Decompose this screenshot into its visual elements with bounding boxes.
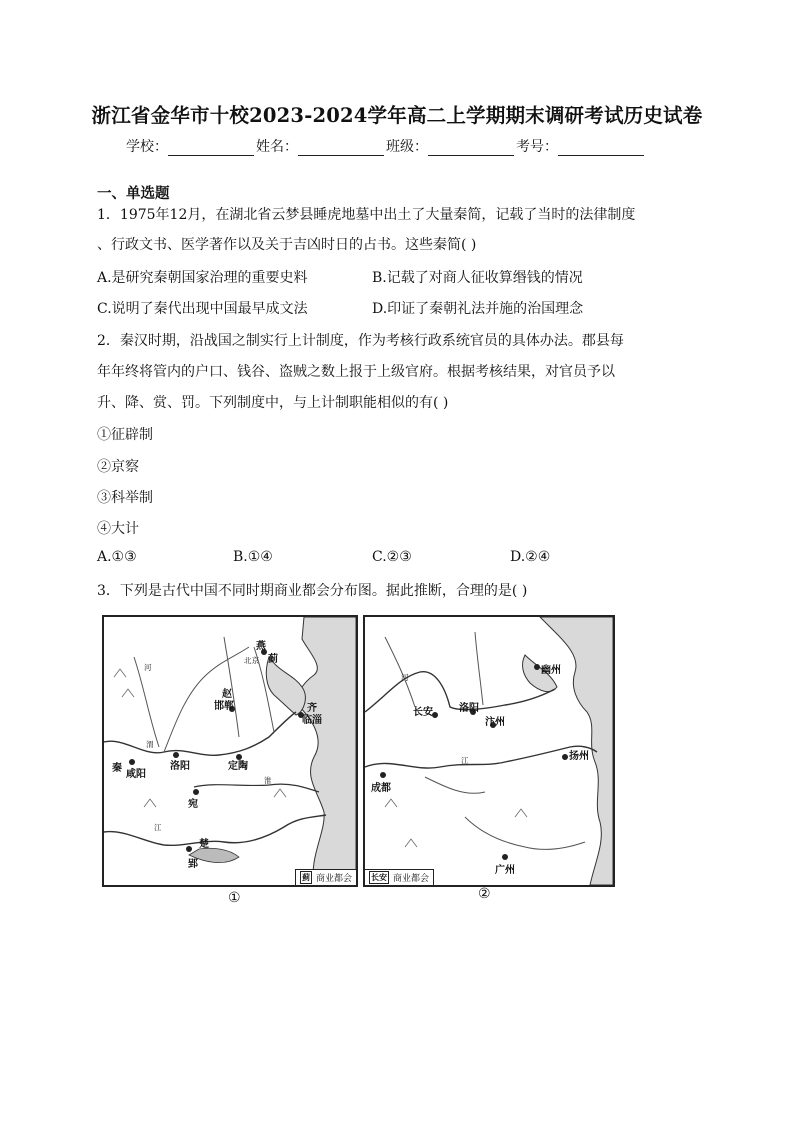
q2-item-3: ③科举制 [97,490,153,506]
map-1-legend [295,869,356,885]
class-label: 班级： [386,139,428,155]
map-1-label-ji: 蓟 [268,654,278,665]
map-2-label-he: 河 [401,673,409,682]
map-1-label-luoyang: 洛阳 [170,761,190,772]
map-2-legend-text: 商业都会 [393,874,430,884]
school-label: 学校： [126,139,168,155]
map-1-label-beijing: 北京 [244,656,259,665]
exam-number-blank [558,141,644,156]
map-1-label-huai: 淮 [264,776,272,785]
student-info-row [126,136,646,156]
map-2-legend-symbol: 长安 [371,872,387,882]
q2-option-d: D.②④ [510,549,551,565]
map-1-legend-text: 商业都会 [315,874,352,884]
q2-item-1: ①征辟制 [97,427,153,443]
class-blank [428,141,514,156]
map-1-legend-symbol: 蓟 [301,872,310,882]
q2-line-2: 年年终将管内的户口、钱谷、盗贼之数上报于上级官府。根据考核结果，对官员予以 [97,364,615,380]
section-heading: 一、单选题 [97,185,170,202]
map-2-label-changan: 长安 [413,707,433,718]
map-1-caption: ① [228,890,241,906]
map-2 [363,615,615,887]
map-1-label-wei: 渭 [146,740,154,749]
map-1-label-xianyang: 咸阳 [126,769,146,780]
q2-item-2: ②京察 [97,459,139,475]
map-1-label-zhao: 赵 [222,689,232,700]
map-1-label-wan: 宛 [188,799,198,810]
map-2-label-guangzhou: 广州 [495,865,515,876]
q2-line-3: 升、降、赏、罚。下列制度中，与上计制职能相似的有( ) [97,395,449,411]
q3-line-1: 3．下列是古代中国不同时期商业都会分布图。据此推断，合理的是( ) [97,583,528,599]
map-1-label-jiang: 江 [154,823,162,832]
map-2-label-yangzhou: 扬州 [569,751,589,762]
q2-option-b: B.①④ [233,549,273,565]
q1-option-a: A.是研究秦朝国家治理的重要史料 [97,270,308,286]
map-2-legend [365,869,434,885]
map-1-label-handan: 邯郸 [214,701,234,712]
map-1-label-yan: 燕 [256,641,266,652]
q2-option-c: C.②③ [372,549,412,565]
map-2-caption: ② [478,886,491,902]
map-1-label-qi: 齐 [307,703,317,714]
q1-option-d: D.印证了秦朝礼法并施的治国理念 [372,301,584,317]
map-1-graphic [104,617,356,885]
map-1-label-dingtao: 定陶 [228,761,248,772]
school-blank [168,141,254,156]
map-1-label-linzi: 临淄 [302,715,322,726]
exam-title: 浙江省金华市十校2023-2024学年高二上学期期末调研考试历史试卷 [91,104,703,127]
q2-option-a: A.①③ [97,549,137,565]
map-1-label-ying: 郢 [188,859,198,870]
map-2-label-jiang: 江 [461,756,469,765]
map-1-label-chu: 楚 [199,839,209,850]
q1-option-c: C.说明了秦代出现中国最早成文法 [97,301,308,317]
q2-item-4: ④大计 [97,521,139,537]
map-1-label-qin: 秦 [112,763,122,774]
map-2-label-youzhou: 幽州 [541,665,561,676]
map-1-label-he: 河 [144,663,152,672]
q2-line-1: 2．秦汉时期，沿战国之制实行上计制度，作为考核行政系统官员的具体办法。郡县每 [97,333,624,349]
map-2-label-chengdu: 成都 [371,783,391,794]
map-1 [102,615,358,887]
map-2-label-bianzhou: 汴州 [485,717,505,728]
name-blank [298,141,384,156]
q1-option-b: B.记载了对商人征收算缗钱的情况 [372,270,583,286]
q1-line-1: 1．1975年12月，在湖北省云梦县睡虎地墓中出土了大量秦简，记载了当时的法律制度 [97,207,636,223]
map-2-label-luoyang: 洛阳 [459,703,479,714]
q1-line-2: 、行政文书、医学著作以及关于吉凶时日的占书。这些秦简( ) [97,237,477,253]
name-label: 姓名： [256,139,298,155]
exam-number-label: 考号： [516,139,558,155]
